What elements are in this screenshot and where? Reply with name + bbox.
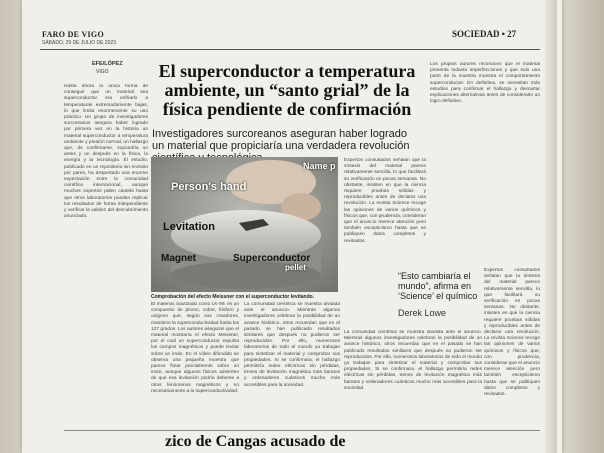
page-edge	[545, 0, 557, 453]
article-column-4b: La comunidad científica se muestra dividida ante el anuncio. Mientras algunos investigadores celebran la posibilidad de un avance histórico, otros recuerdan que en el pasado se han publicado resultados similares que después no pudieron ser reproducidos. Por ello, numerosos laboratorios de todo el mundo ya trabajan para sintetizar el material y comprobar sus propiedades. Si se confirmara, el hallazgo permitiría redes eléctricas sin pérdidas, trenes de levitación magnética más baratos y ordenadores cuánticos mucho más accesibles para la sociedad.	[344, 330, 482, 391]
page-number: • 27	[501, 29, 517, 39]
article-column-1: Hasta ahora la única forma de conseguir que un material sea superconductor era enfriarlo a temperaturas extremadamente bajas, lo que limita enormemente su uso práctico. Un grupo de investigadores surcoreanos asegura haber logrado por primera vez en la historia un material superconductor a temperatura ambiente y presión normal, un hallazgo que, de confirmarse, supondría un antes y un después en la física, la energía y la tecnología. El estudio, publicado en un repositorio sin revisión por pares, ha despertado una enorme expectación entre la comunidad científica internacional, aunque muchos expertos piden cautela hasta que otros laboratorios puedan replicar los resultados de forma independiente y verificar la validez del descubrimiento anunciado.	[64, 84, 148, 220]
label-hand: Person's hand	[171, 181, 247, 193]
superconductor-photo	[151, 157, 338, 292]
article-headline: El superconductor a temperatura ambiente, un “santo grial” de la física pendiente de confirmación	[158, 61, 416, 119]
article-column-4: Expertos consultados señalan que la síntesis del material parece relativamente sencilla, lo que facilitará su verificación en pocas semanas. No obstante, insisten en que la ciencia requiere pruebas sólidas y reproducibles antes de declarar una revolución. La revista Science recoge las opiniones de varios químicos y físicos que, con prudencia, consideran que el anuncio merece atención pero también escepticismo hasta que se publiquen datos completos y revisados.	[344, 158, 426, 244]
label-magnet: Magnet	[161, 253, 196, 264]
masthead-paper: FARO DE VIGO	[42, 30, 104, 39]
masthead-date: SÁBADO, 29 DE JULIO DE 2023	[42, 40, 116, 46]
pull-quote: “Esto cambiaría el mundo”, afirma en ‘Science’ el químico	[398, 271, 478, 301]
label-levitation: Levitation	[163, 221, 215, 233]
byline-author: EFE/LÓPEZ	[92, 61, 123, 67]
label-superconductor: Superconductor	[233, 253, 311, 264]
article-column-3: La comunidad científica se muestra dividida ante el anuncio. Mientras algunos investigadores celebran la posibilidad de un avance histórico, otros recuerdan que en el pasado se han publicado resultados similares que después no pudieron ser reproducidos. Por ello, numerosos laboratorios de todo el mundo ya trabajan para sintetizar el material y comprobar sus propiedades. Si se confirmara, el hallazgo permitiría redes eléctricas sin pérdidas, trenes de levitación magnética más baratos y ordenadores cuánticos mucho más accesibles para la sociedad.	[244, 302, 340, 388]
photo-caption: Comprobación del efecto Meissner con el superconductor levitando.	[151, 294, 315, 300]
byline-location: VIGO	[96, 69, 109, 75]
pull-quote-author: Derek Lowe	[398, 308, 447, 318]
article-subhead: Investigadores surcoreanos aseguran haber logrado un material que propiciaría una verdadera revolución	[152, 128, 410, 152]
article-column-6: Expertos consultados señalan que la síntesis del material parece relativamente sencilla, lo que facilitará su verificación en pocas semanas. No obstante, insisten en que la ciencia requiere pruebas sólidas y reproducibles antes de declarar una revolución. La revista Science recoge las opiniones de varios químicos y físicos que, con prudencia, consideran que el anuncio merece atención pero también escepticismo hasta que se publiquen datos completos y revisados.	[484, 268, 540, 398]
section-name: SOCIEDAD	[452, 29, 500, 39]
section-label	[452, 29, 516, 39]
article-column-2: El material, bautizado como LK-99, es un compuesto de plomo, cobre, fósforo y oxígeno que, según sus creadores, mantiene la superconductividad hasta los 127 grados. Los autores aseguran que el material mostraría el efecto Meissner, por el cual un superconductor expulsa los campos magnéticos y puede levitar sobre un imán. En el vídeo difundido se observa una pequeña muestra que parece flotar parcialmente sobre un imán, aunque algunos físicos advierten de que esa levitación podría deberse a otros fenómenos magnéticos y no necesariamente a la superconductividad.	[151, 302, 239, 394]
label-name-plate: Name p	[303, 161, 336, 171]
label-pellet: pellet	[285, 263, 306, 272]
article-column-5: Los propios autores reconocen que el material presenta todavía imperfecciones y que solo una parte de la muestra muestra el comportamiento superconductor. En definitiva, se necesitan más estudios para confirmar el hallazgo y descartar explicaciones alternativas antes de considerarlo un logro definitivo.	[430, 62, 540, 105]
header-rule	[40, 49, 540, 50]
next-article-headline: zico de Cangas acusado de	[165, 433, 346, 450]
bottom-rule	[64, 430, 540, 431]
